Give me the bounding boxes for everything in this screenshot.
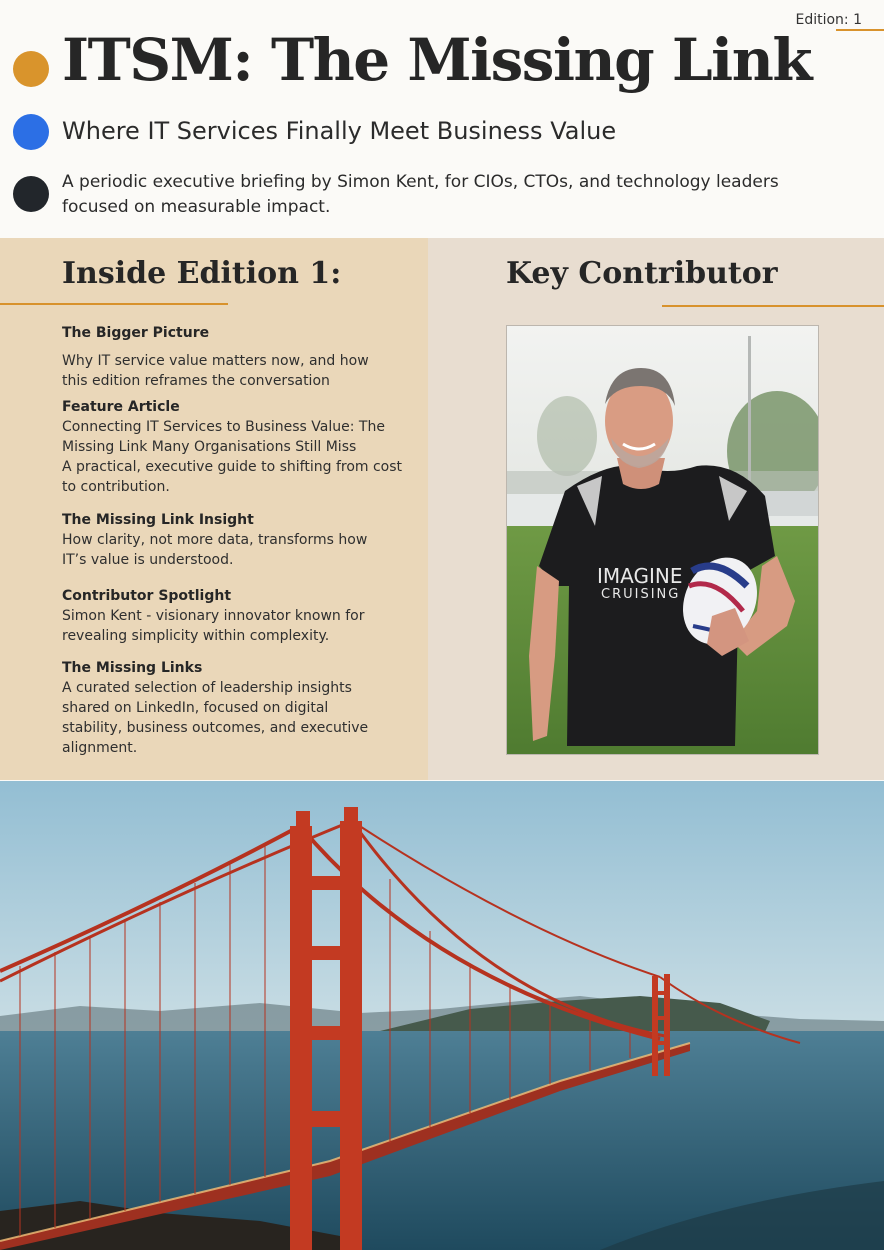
edition-underline [836, 29, 884, 31]
section-missing-link-insight [62, 510, 424, 570]
section-body: A curated selection of leadership insights shared on LinkedIn, focused on digital stability, business outcomes, and executive alignment. [62, 680, 369, 756]
section-body: Why IT service value matters now, and how this edition reframes the conversation [62, 353, 369, 389]
intro-text: A periodic executive briefing by Simon Kent, for CIOs, CTOs, and technology leaders focused on measurable impact. [62, 172, 779, 217]
page-subtitle: Where IT Services Finally Meet Business Value [62, 117, 617, 145]
inside-edition-heading: Inside Edition 1: [62, 256, 342, 291]
section-contributor-spotlight [62, 586, 424, 646]
key-heading-underline [662, 305, 884, 307]
key-contributor-heading: Key Contributor [506, 256, 778, 291]
shirt-text-cruising: CRUISING [601, 587, 681, 602]
section-body: Simon Kent - visionary innovator known for revealing simplicity within complexity. [62, 608, 365, 644]
section-title: The Missing Link Insight [62, 512, 254, 528]
section-feature-article [62, 397, 424, 497]
dark-bullet-icon [13, 176, 49, 212]
gold-bullet-icon [13, 51, 49, 87]
section-body: How clarity, not more data, transforms how IT’s value is understood. [62, 532, 368, 568]
section-bigger-picture [62, 323, 424, 391]
section-title: The Missing Links [62, 660, 203, 676]
blue-bullet-icon [13, 114, 49, 150]
golden-gate-bridge-photo [0, 781, 884, 1250]
section-body: Connecting IT Services to Business Value: The Missing Link Many Organisations Still Miss A practical, executive guide to shifting from cost to contribution. [62, 419, 403, 495]
section-title: Feature Article [62, 399, 180, 415]
contributor-photo [506, 325, 819, 755]
shirt-text-imagine: IMAGINE [597, 564, 683, 588]
page-title: ITSM: The Missing Link [62, 26, 812, 94]
edition-label: Edition: 1 [795, 12, 862, 28]
section-title: The Bigger Picture [62, 325, 210, 341]
section-missing-links [62, 658, 424, 758]
inside-heading-underline [0, 303, 228, 305]
section-title: Contributor Spotlight [62, 588, 232, 604]
